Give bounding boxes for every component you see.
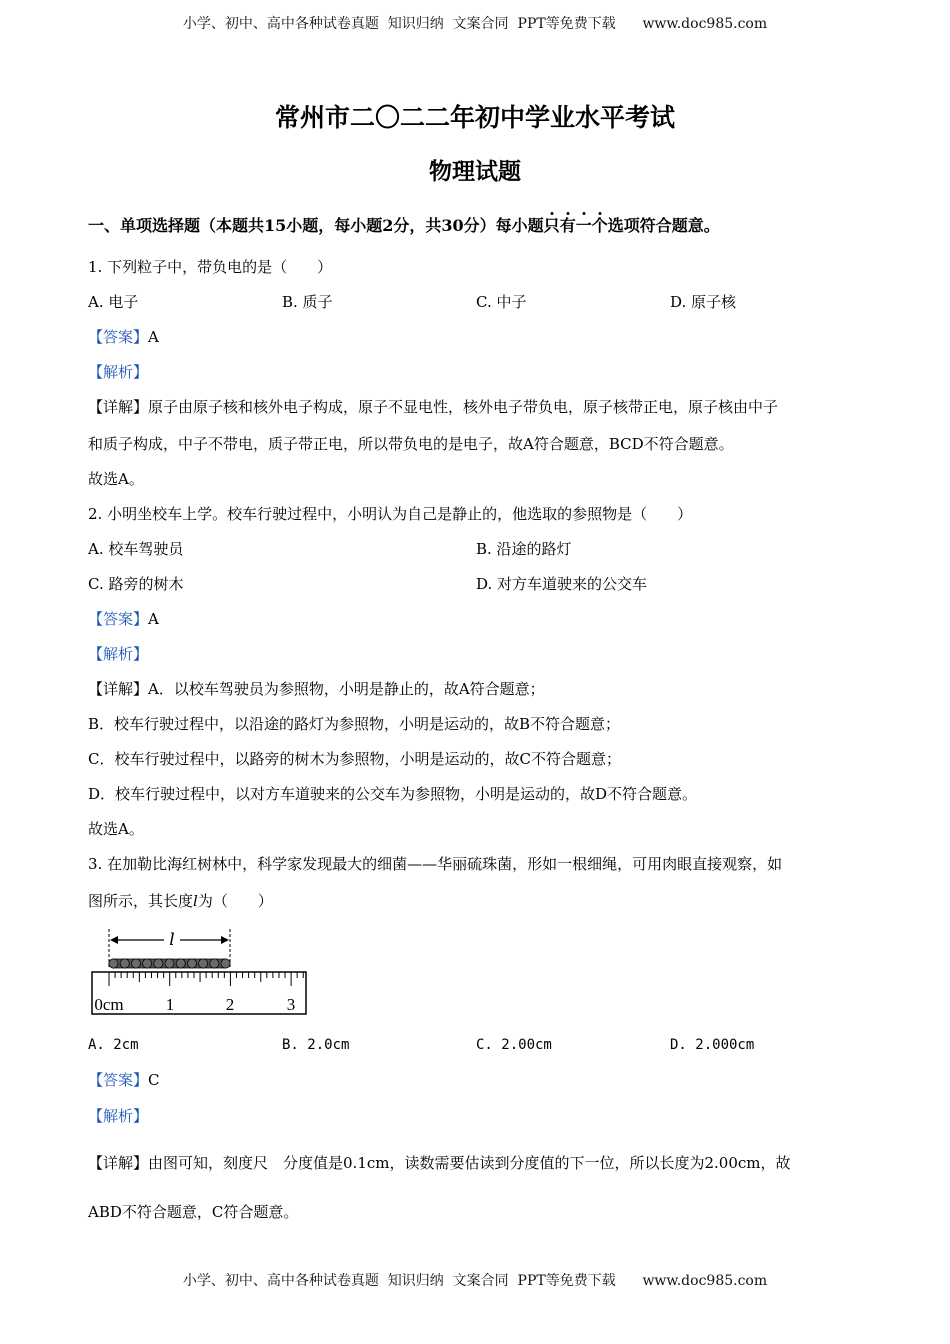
q2-option-a: A. 校车驾驶员	[88, 540, 184, 558]
bacterium-bead	[210, 959, 219, 968]
stem-text: 图所示，其长度	[88, 892, 194, 910]
section-heading	[88, 213, 720, 236]
q1-option-b: B. 质子	[282, 293, 333, 311]
emphasis-char: 有	[559, 216, 576, 235]
bacterium-bead	[199, 959, 208, 968]
emphasis-char: 个	[591, 216, 608, 235]
q1-option-c: C. 中子	[476, 293, 527, 311]
answer-value: A	[148, 328, 159, 346]
q3-option-a: A. 2cm	[88, 1037, 139, 1053]
ruler-label-0: 0cm	[94, 995, 124, 1014]
detail-tag: 【详解】	[88, 680, 149, 698]
q3-option-c: C. 2.00cm	[476, 1037, 552, 1053]
q3-detail-line1	[88, 1152, 791, 1173]
stem-text-tail: 为（ ）	[197, 892, 273, 910]
bacterium-bead	[221, 959, 230, 968]
bacterium-bead	[143, 959, 152, 968]
page-header: 小学、初中、高中各种试卷真题 知识归纳 文案合同 PPT等免费下载 www.doc985.com	[182, 16, 768, 32]
q1-option-d: D. 原子核	[670, 293, 737, 311]
q1-detail-line1	[88, 396, 778, 417]
answer-value: A	[148, 610, 159, 628]
emphasis-char: 只	[543, 216, 560, 235]
bacterium-chain	[109, 959, 230, 968]
q3-option-d: D. 2.000cm	[670, 1037, 755, 1053]
bacterium-bead	[120, 959, 129, 968]
page-footer: 小学、初中、高中各种试卷真题 知识归纳 文案合同 PPT等免费下载 www.doc985.com	[182, 1273, 768, 1289]
analysis-tag: 【解析】	[88, 645, 149, 663]
q2-detail-c: C．校车行驶过程中，以路旁的树木为参照物，小明是运动的，故C不符合题意；	[88, 750, 621, 768]
detail-text: A．以校车驾驶员为参照物，小明是静止的，故A符合题意；	[148, 680, 545, 698]
bacterium-bead	[187, 959, 196, 968]
q2-detail-a	[88, 678, 545, 699]
detail-tag: 【详解】	[88, 1154, 149, 1172]
q1-answer	[88, 326, 159, 347]
q2-option-c: C. 路旁的树木	[88, 575, 184, 593]
ruler-label-2: 2	[225, 995, 235, 1014]
section-heading-tail: 选项符合题意。	[607, 216, 720, 235]
length-variable: l	[193, 892, 198, 910]
q3-analysis	[88, 1105, 148, 1126]
q2-detail-b: B．校车行驶过程中，以沿途的路灯为参照物，小明是运动的，故B不符合题意；	[88, 715, 621, 733]
q1-analysis	[88, 361, 148, 382]
exam-title: 常州市二〇二二年初中学业水平考试	[274, 103, 675, 132]
q2-conclusion: 故选A。	[88, 820, 144, 838]
q1-detail-line2: 和质子构成，中子不带电，质子带正电，所以带负电的是电子，故A符合题意，BCD不符合题意。	[88, 435, 734, 453]
q1-conclusion: 故选A。	[88, 470, 144, 488]
answer-tag: 【答案】	[88, 610, 149, 628]
detail-text: 原子由原子核和核外电子构成，原子不显电性，核外电子带负电，原子核带正电，原子核由中子	[148, 398, 779, 416]
answer-tag: 【答案】	[88, 1071, 149, 1089]
section-heading-text: 一、单项选择题（本题共15小题，每小题2分，共30分）每小题	[88, 216, 544, 235]
q2-detail-d: D．校车行驶过程中，以对方车道驶来的公交车为参照物，小明是运动的，故D不符合题意。	[88, 785, 698, 803]
q3-stem-line1: 3. 在加勒比海红树林中，科学家发现最大的细菌——华丽硫珠菌，形如一根细绳，可用肉眼直接观察，如	[88, 855, 783, 873]
figure-var-label: l	[169, 930, 175, 950]
q2-stem: 2. 小明坐校车上学。校车行驶过程中，小明认为自己是静止的，他选取的参照物是（ ）	[88, 505, 693, 523]
bacterium-bead	[109, 959, 118, 968]
detail-text: 由图可知，刻度尺 分度值是0.1cm，读数需要估读到分度值的下一位，所以长度为2.00cm，故	[148, 1154, 791, 1172]
analysis-tag: 【解析】	[88, 363, 149, 381]
q3-detail-line2: ABD不符合题意，C符合题意。	[88, 1203, 299, 1221]
q2-option-b: B. 沿途的路灯	[476, 540, 572, 558]
ruler-body	[92, 972, 306, 1014]
q3-answer	[88, 1069, 160, 1090]
answer-tag: 【答案】	[88, 328, 149, 346]
analysis-tag: 【解析】	[88, 1107, 149, 1125]
q2-answer	[88, 608, 159, 629]
ruler-label-1: 1	[165, 995, 175, 1014]
ruler-figure	[88, 925, 313, 1020]
bacterium-bead	[131, 959, 140, 968]
exam-subtitle: 物理试题	[429, 158, 521, 185]
q3-option-b: B. 2.0cm	[282, 1037, 350, 1053]
emphasis-char: 一	[575, 216, 592, 235]
q1-stem: 1. 下列粒子中，带负电的是（ ）	[88, 258, 333, 276]
bacterium-bead	[165, 959, 174, 968]
bacterium-bead	[176, 959, 185, 968]
q2-analysis	[88, 643, 148, 664]
ruler-label-3: 3	[286, 995, 296, 1014]
q1-option-a: A. 电子	[88, 293, 139, 311]
detail-tag: 【详解】	[88, 398, 149, 416]
answer-value: C	[148, 1071, 160, 1089]
ruler-ticks	[109, 972, 303, 986]
q3-stem-line2	[88, 890, 273, 911]
bacterium-bead	[154, 959, 163, 968]
q2-option-d: D. 对方车道驶来的公交车	[476, 575, 648, 593]
